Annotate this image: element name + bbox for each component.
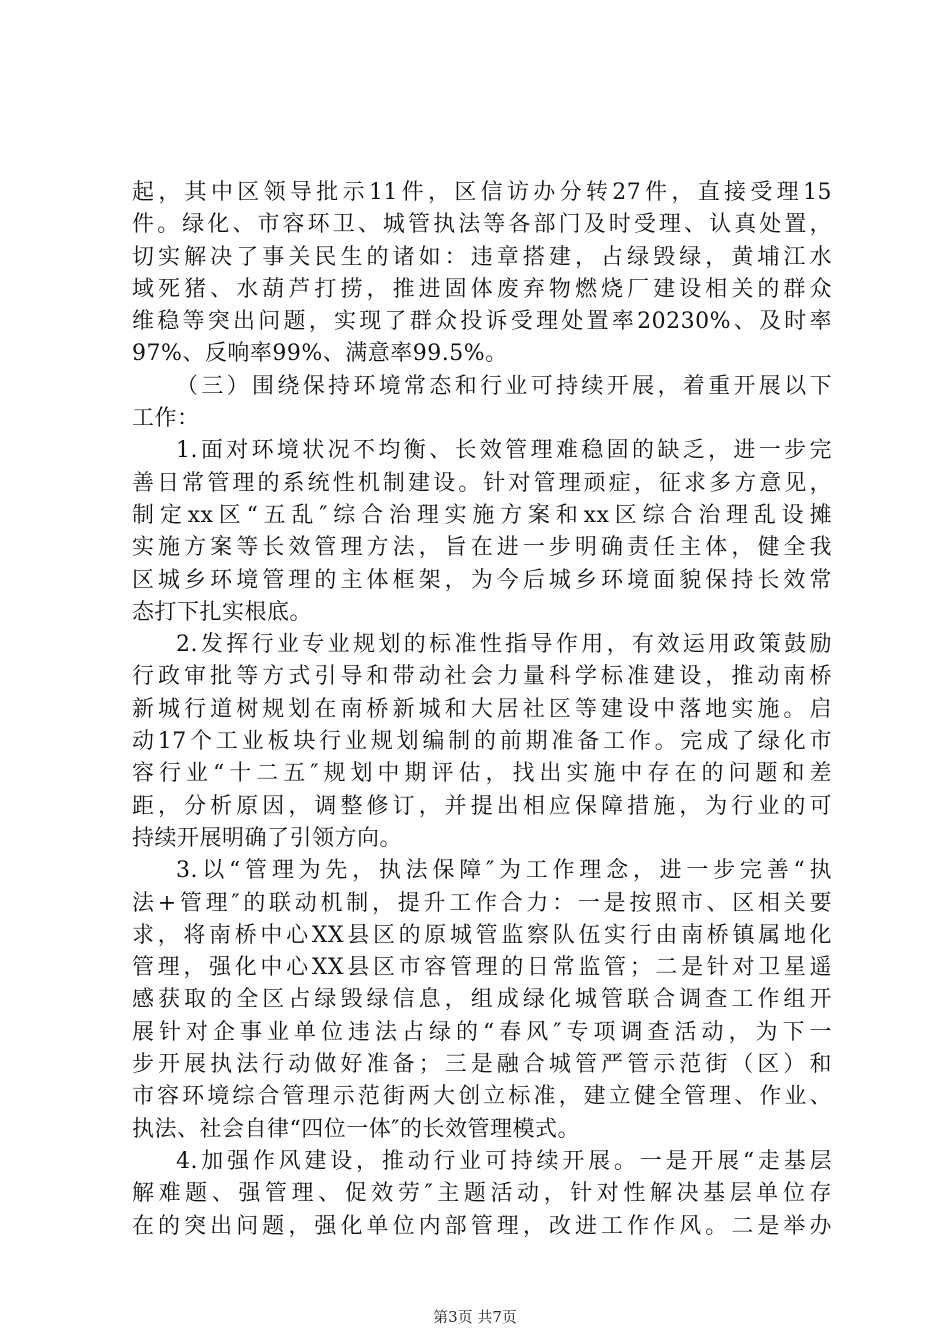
text-line: 市容环境综合管理示范街两大创立标准，建立健全管理、作业、 xyxy=(132,1084,832,1110)
text-line: 实施方案等长效管理方法，旨在进一步明确责任主体，健全我 xyxy=(132,535,832,561)
text-line: 工作： xyxy=(132,406,200,432)
text-line: 97%、反响率99%、满意率99.5%。 xyxy=(132,341,508,367)
text-line: 域死猪、水葫芦打捞，推进固体废弃物燃烧厂建设相关的群众 xyxy=(132,276,832,302)
text-line: 1.面对环境状况不均衡、长效管理难稳固的缺乏，进一步完 xyxy=(176,438,832,464)
text-line: 2.发挥行业专业规划的标准性指导作用，有效运用政策鼓励 xyxy=(176,632,832,658)
text-line: 件。绿化、市容环卫、城管执法等各部门及时受理、认真处置， xyxy=(132,212,832,238)
text-line: 执法、社会自律“四位一体″的长效管理模式。 xyxy=(132,1116,580,1142)
text-line: 切实解决了事关民生的诸如：违章搭建，占绿毁绿，黄埔江水 xyxy=(132,244,832,270)
text-line: 新城行道树规划在南桥新城和大居社区等建设中落地实施。启 xyxy=(132,696,832,722)
text-line: 求，将南桥中心XX县区的原城管监察队伍实行由南桥镇属地化 xyxy=(132,922,832,948)
text-line: 持续开展明确了引领方向。 xyxy=(132,825,403,851)
text-line: 解难题、强管理、促效劳″主题活动，针对性解决基层单位存 xyxy=(132,1181,832,1207)
text-line: 善日常管理的系统性机制建设。针对管理顽症，征求多方意见， xyxy=(132,470,832,496)
text-line: 起，其中区领导批示11件，区信访办分转27件，直接受理15 xyxy=(132,180,832,205)
text-line: 区城乡环境管理的主体框架，为今后城乡环境面貌保持长效常 xyxy=(132,567,832,593)
text-line: 法+管理″的联动机制，提升工作合力：一是按照市、区相关要 xyxy=(132,890,832,916)
text-line: （三）围绕保持环境常态和行业可持续开展，着重开展以下 xyxy=(176,373,832,399)
text-line: 在的突出问题，强化单位内部管理，改进工作作风。二是举办 xyxy=(132,1213,832,1239)
document-body xyxy=(132,177,832,1243)
page-footer: 第3页 共7页 xyxy=(433,1308,517,1326)
text-line: 态打下扎实根底。 xyxy=(132,599,313,625)
text-line: 3.以“管理为先，执法保障″为工作理念，进一步完善“执 xyxy=(176,858,832,884)
text-line: 制定xx区“五乱″综合治理实施方案和xx区综合治理乱设摊 xyxy=(132,502,832,528)
text-line: 感获取的全区占绿毁绿信息，组成绿化城管联合调查工作组开 xyxy=(132,987,832,1013)
text-line: 动17个工业板块行业规划编制的前期准备工作。完成了绿化市 xyxy=(132,729,832,755)
text-line: 步开展执法行动做好准备；三是融合城管严管示范街（区）和 xyxy=(132,1052,832,1078)
text-line: 容行业“十二五″规划中期评估，找出实施中存在的问题和差 xyxy=(132,761,832,787)
text-line: 距，分析原因，调整修订，并提出相应保障措施，为行业的可 xyxy=(132,793,832,819)
text-line: 4.加强作风建设，推动行业可持续开展。一是开展“走基层 xyxy=(176,1148,832,1174)
text-line: 维稳等突出问题，实现了群众投诉受理处置率20230%、及时率 xyxy=(132,309,832,335)
text-line: 行政审批等方式引导和带动社会力量科学标准建设，推动南桥 xyxy=(132,664,832,690)
text-line: 管理，强化中心XX县区市容管理的日常监管；二是针对卫星遥 xyxy=(132,955,832,981)
text-line: 展针对企事业单位违法占绿的“春风″专项调查活动，为下一 xyxy=(132,1019,832,1045)
